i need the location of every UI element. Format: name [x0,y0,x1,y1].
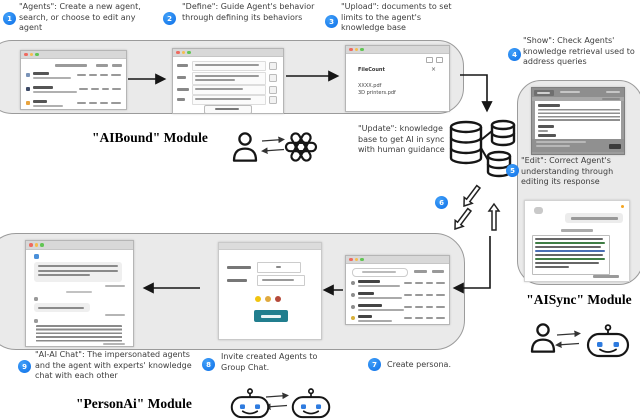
robot-icon [585,324,631,358]
window-filecount [345,45,450,112]
agent-avatar [34,254,39,259]
window-show-knowledge [531,87,625,155]
traffic-green-icon [187,51,191,55]
traffic-red-icon [29,243,33,247]
person-icon [530,322,556,354]
traffic-red-icon [24,53,28,57]
traffic-yellow-icon [355,48,359,52]
step-badge-2: 2 [163,12,176,25]
filecount-body [346,54,449,111]
traffic-green-icon [35,53,39,57]
emoji-icon [265,296,271,302]
titlebar [173,49,283,57]
upload-icon [426,57,433,63]
agents-list-body [21,59,126,109]
traffic-green-icon [360,48,364,52]
agent-avatar [34,319,38,323]
step-badge-3: 3 [325,15,338,28]
step-note-8: Invite created Agents to Group Chat. [221,352,318,372]
filecount-title: FileCount [358,67,385,73]
step-note-6-update: "Update": knowledge base to get AI in sync with human guidance [358,124,445,154]
traffic-green-icon [40,243,44,247]
robot-icon [290,388,332,419]
step-badge-8: 8 [202,358,215,371]
step-badge-4: 4 [508,48,521,61]
window-persona-list [345,255,450,325]
traffic-red-icon [349,48,353,52]
mini-dark-button [609,144,621,149]
module-title-aibound: "AIBound" Module [92,130,208,145]
step-badge-1: 1 [3,12,16,25]
arrow-step3-to-database [460,75,487,109]
exchange-arrow-right [557,334,579,336]
titlebar [346,256,449,264]
step-badge-9: 9 [18,360,31,373]
upload-icon [436,57,443,63]
window-edit-response [524,200,630,282]
edit-body [525,201,629,281]
step-note-5: "Edit": Correct Agent's understanding through editing its response [521,156,614,186]
window-groupchat-form [218,242,322,340]
traffic-yellow-icon [35,243,39,247]
mini-search-input [352,268,408,277]
step-badge-7: 7 [368,358,381,371]
step-note-3: "Upload": documents to set limits to the agent's knowledge base [341,2,452,32]
window-ai-ai-chat [25,240,134,347]
openai-logo-icon [284,130,318,164]
traffic-yellow-icon [182,51,186,55]
step-badge-5: 5 [506,164,519,177]
traffic-yellow-icon [355,258,359,262]
traffic-yellow-icon [30,53,34,57]
step-note-9: "AI-AI Chat": The impersonated agents and the agent with experts' knowledge chat with each other [35,350,192,380]
window-agents-list [20,50,127,110]
titlebar [346,46,449,54]
file-item: XXXX.pdf [358,83,382,89]
window-define-behaviors [172,48,284,114]
titlebar [21,51,126,59]
step-note-4: "Show": Check Agents' knowledge retrieval used to address queries [523,36,635,66]
form-topbar [219,243,321,250]
chat-body [26,250,133,346]
show-footer [532,139,624,152]
step-note-1: "Agents": Create a new agent, search, or choose to edit any agent [19,2,141,32]
module-title-personai: "PersonAi" Module [76,396,192,411]
emoji-icon [255,296,261,302]
person-icon [232,132,258,162]
show-content [535,101,621,139]
exchange-arrow-left [263,150,284,152]
traffic-green-icon [360,258,364,262]
show-topbar [532,88,624,97]
agent-avatar [34,297,38,301]
step-badge-6: 6 [435,196,448,209]
file-item: 3D printers.pdf [358,90,396,96]
define-body [173,57,283,113]
step-note-7: Create persona. [387,360,451,369]
exchange-arrow-right [262,140,283,142]
form-body [219,250,321,339]
emoji-icon [275,296,281,302]
numbered-list-lines [36,325,122,342]
traffic-red-icon [349,258,353,262]
module-title-aisync: "AISync" Module [526,292,632,307]
assistant-glyph-icon [534,207,543,214]
traffic-red-icon [176,51,180,55]
persona-body [346,264,449,324]
robot-icon [229,388,271,419]
close-icon: × [430,66,436,73]
titlebar [26,241,133,250]
step-note-2: "Define": Guide Agent's behavior through defining its behaviors [182,2,315,22]
sync-arrows-icon [452,184,506,234]
exchange-arrow-left [557,344,579,346]
